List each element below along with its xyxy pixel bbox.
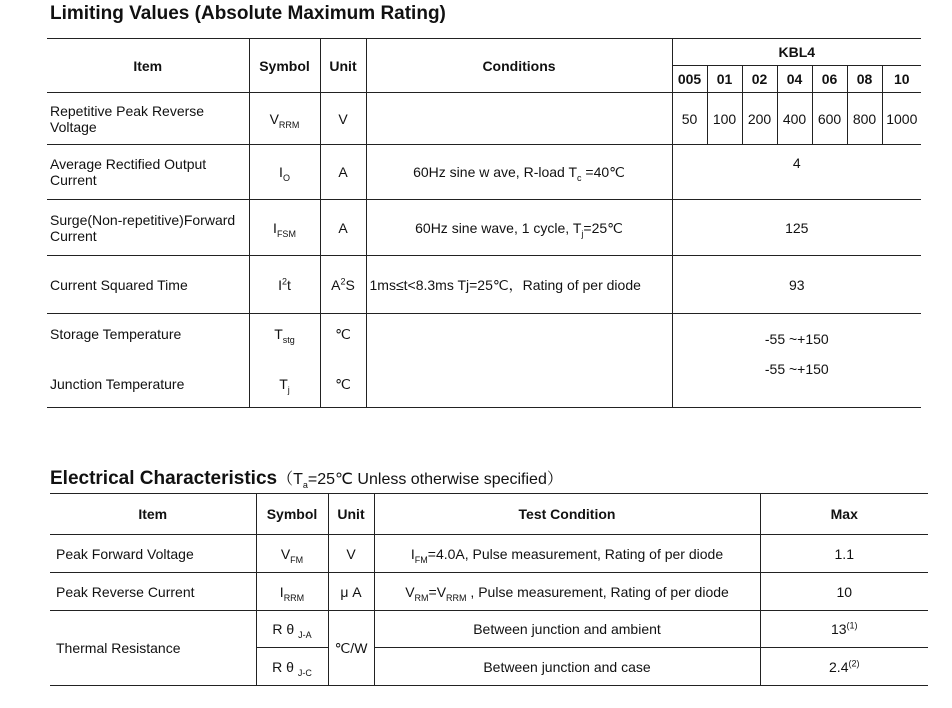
row-item: Current Squared Time	[47, 256, 249, 314]
row-item: Junction Temperature	[47, 361, 249, 408]
limiting-values-table	[47, 38, 921, 408]
row-condition	[366, 314, 672, 361]
row-unit: V	[328, 535, 374, 573]
row-condition: $V_{RM}=V_{RRM}$ , Pulse measurement, Rating of per diode	[374, 573, 760, 611]
row-symbol: R θ $_{J-A}$	[256, 611, 328, 648]
row-max: 1.1	[760, 535, 928, 573]
row-value: 600	[812, 93, 847, 145]
row-symbol: $I^2t$	[249, 256, 320, 314]
row-max: 2.4$^{(2)}$	[760, 648, 928, 686]
table-row	[50, 573, 928, 611]
row-condition: 60Hz sine wave, 1 cycle, $T_j=25℃$	[366, 200, 672, 256]
header-part: KBL4	[672, 39, 921, 66]
row-condition: Between junction and ambient	[374, 611, 760, 648]
row-item: Repetitive Peak Reverse Voltage	[47, 93, 249, 145]
grade-01: 01	[707, 66, 742, 93]
row-value: 50	[672, 93, 707, 145]
row-condition: $I_{FM}=4.0A$, Pulse measurement, Rating of per diode	[374, 535, 760, 573]
row-value: 1000	[882, 93, 921, 145]
row-value: -55 ~+150	[672, 361, 921, 408]
grade-10: 10	[882, 66, 921, 93]
table-row	[47, 361, 921, 408]
electrical-title: Electrical $Characteristics(T_a=25℃$ Unless otherwise specified）	[50, 468, 563, 491]
row-item: Peak Reverse Current	[50, 573, 256, 611]
table-row	[47, 256, 921, 314]
grade-06: 06	[812, 66, 847, 93]
row-value: -55 ~+150	[672, 314, 921, 361]
row-condition	[366, 93, 672, 145]
table-row	[50, 535, 928, 573]
row-value: 800	[847, 93, 882, 145]
limiting-values-title: Limiting Values (Absolute Maximum Rating)	[50, 3, 446, 24]
header-item: Item	[47, 39, 249, 93]
table-row	[47, 200, 921, 256]
header-max: Max	[760, 494, 928, 535]
row-condition: 60Hz sine w ave, R-load $T_c$ =40℃	[366, 145, 672, 200]
row-symbol: $V_{FM}$	[256, 535, 328, 573]
row-unit: ℃/W	[328, 611, 374, 686]
row-symbol: $I_{RRM}$	[256, 573, 328, 611]
grade-08: 08	[847, 66, 882, 93]
header-symbol: Symbol	[256, 494, 328, 535]
row-unit: A	[320, 145, 366, 200]
row-value: 93	[672, 256, 921, 314]
header-row	[50, 494, 928, 535]
grade-005: 005	[672, 66, 707, 93]
electrical-table	[50, 493, 928, 686]
header-item: Item	[50, 494, 256, 535]
table-row	[47, 93, 921, 145]
row-symbol: $T_{stg}$	[249, 314, 320, 361]
row-value: 125	[672, 200, 921, 256]
row-unit: ℃	[320, 314, 366, 361]
row-max: 13$^{(1)}$	[760, 611, 928, 648]
row-symbol: R θ $_{J-C}$	[256, 648, 328, 686]
row-max: 10	[760, 573, 928, 611]
row-value: 100	[707, 93, 742, 145]
table-row	[47, 145, 921, 200]
header-test-condition: Test Condition	[374, 494, 760, 535]
row-unit: ℃	[320, 361, 366, 408]
row-item: Average Rectified Output Current	[47, 145, 249, 200]
row-item: Surge(Non-repetitive)Forward Current	[47, 200, 249, 256]
grade-02: 02	[742, 66, 777, 93]
row-condition	[366, 361, 672, 408]
table-row	[50, 611, 928, 648]
row-unit: $A^2S$	[320, 256, 366, 314]
row-value: 400	[777, 93, 812, 145]
row-symbol: $T_j$	[249, 361, 320, 408]
row-value: 200	[742, 93, 777, 145]
row-value: 4	[672, 145, 921, 200]
row-symbol: $I_{FSM}$	[249, 200, 320, 256]
grade-04: 04	[777, 66, 812, 93]
row-symbol: $I_O$	[249, 145, 320, 200]
row-item: Storage Temperature	[50, 326, 182, 342]
row-condition: 1ms≤t<8.3ms Tj=25℃，Rating of per diode	[366, 256, 672, 314]
header-unit: Unit	[328, 494, 374, 535]
row-unit: V	[320, 93, 366, 145]
row-item: Thermal Resistance	[50, 611, 256, 686]
table-row	[47, 314, 921, 361]
header-unit: Unit	[320, 39, 366, 93]
row-condition: Between junction and case	[374, 648, 760, 686]
header-conditions: Conditions	[366, 39, 672, 93]
header-symbol: Symbol	[249, 39, 320, 93]
header-row	[47, 39, 921, 66]
row-unit: μ A	[328, 573, 374, 611]
row-unit: A	[320, 200, 366, 256]
row-symbol: $V_{RRM}$	[249, 93, 320, 145]
row-item: Peak Forward Voltage	[50, 535, 256, 573]
